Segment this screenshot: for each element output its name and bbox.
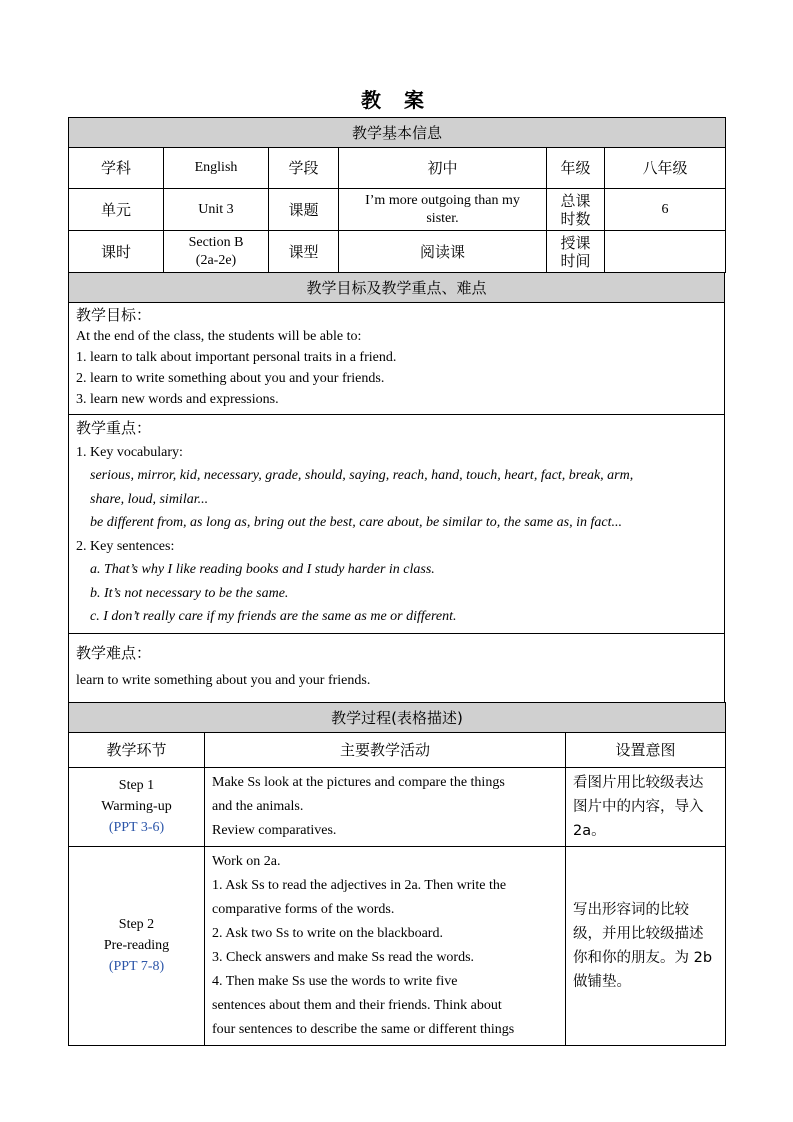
step-number: Step 1 [118,778,155,793]
intent-line: 级，并用比较级描述 [573,925,704,942]
vocabulary-line: serious, mirror, kid, necessary, grade, should, saying, reach, hand, touch, heart, fact, break, arm, [90,468,634,483]
objective-line: At the end of the class, the students will be able to: [76,329,362,344]
objectives-cell [69,303,725,415]
key-sentence: b. It’s not necessary to be the same. [90,585,289,601]
activity-line: Review comparatives. [212,822,337,838]
activity-line: Make Ss look at the pictures and compare the things [212,774,505,790]
table-row [69,767,726,846]
intent-line: 做铺垫。 [573,973,631,990]
intent-line: 写出形容词的比较 [573,901,689,918]
unit-value: Unit 3 [164,189,269,231]
key-points-cell [69,415,725,634]
process-table [68,702,726,1046]
col-step-header: 教学环节 [69,732,205,767]
lesson-plan-frame [68,117,725,1046]
vocabulary-line: share, loud, similar... [90,491,209,507]
process-header: 教学过程(表格描述) [69,702,726,732]
stage-value: 初中 [339,148,547,189]
total-hours-value: 6 [605,189,726,231]
step-cell [69,767,205,846]
activity-cell [205,767,566,846]
activity-line: Work on 2a. [212,853,281,869]
vocabulary-line: be different from, as long as, bring out the best, care about, be similar to, the same as, in fact... [90,515,622,530]
col-activity-header: 主要教学活动 [205,732,566,767]
total-hours-label-line1: 总课 [560,191,591,210]
topic-label: 课题 [269,189,339,231]
activity-cell [205,846,566,1045]
difficulty-text: learn to write something about you and your friends. [76,672,371,688]
col-intent-header: 设置意图 [566,732,726,767]
step-number: Step 2 [118,917,155,932]
period-label: 课时 [69,231,164,273]
basic-info-table [68,117,726,273]
activity-line: 3. Check answers and make Ss read the words. [212,949,475,965]
objective-line: 3. learn new words and expressions. [76,392,279,407]
intent-line: 看图片用比较级表达 [573,774,704,791]
activity-line: and the animals. [212,798,304,814]
intent-line: 你和你的朋友。为 2b [573,949,713,966]
teaching-time-label [547,231,605,273]
key-sentence: c. I don’t really care if my friends are the same as me or different. [90,609,457,624]
lesson-type-value: 阅读课 [339,231,547,273]
stage-label: 学段 [269,148,339,189]
grade-label: 年级 [547,148,605,189]
step-cell [69,846,205,1045]
difficulty-cell [69,633,725,702]
intent-cell [566,767,726,846]
activity-line: four sentences to describe the same or different things [212,1021,515,1037]
ppt-reference: (PPT 3-6) [108,820,165,835]
topic-value: I’m more outgoing than my sister. [339,189,547,231]
activity-line: comparative forms of the words. [212,901,395,917]
key-points-label: 教学重点： [76,419,152,437]
subject-label: 学科 [69,148,164,189]
lesson-type-label: 课型 [269,231,339,273]
vocabulary-label: 1. Key vocabulary: [76,444,183,460]
step-name: Pre-reading [103,938,170,953]
period-value-line2: (2a-2e) [195,252,237,268]
grade-value: 八年级 [605,148,726,189]
intent-cell [566,846,726,1045]
unit-label: 单元 [69,189,164,231]
objectives-label: 教学目标： [76,306,152,324]
total-hours-label [547,189,605,231]
basic-info-header: 教学基本信息 [69,118,726,148]
activity-line: 2. Ask two Ss to write on the blackboard. [212,925,443,941]
period-value-line1: Section B [188,234,244,250]
teaching-time-label-line1: 授课 [560,233,591,252]
activity-line: 4. Then make Ss use the words to write five [212,973,458,989]
step-name: Warming-up [101,799,172,814]
document-title: 教 案 [361,88,432,112]
key-sentence: a. That’s why I like reading books and I study harder in class. [90,562,435,577]
activity-line: sentences about them and their friends. Think about [212,997,502,1013]
objective-line: 1. learn to talk about important personal traits in a friend. [76,350,397,365]
difficulty-label: 教学难点： [76,643,152,662]
goals-table [68,272,725,703]
objective-line: 2. learn to write something about you and your friends. [76,371,385,386]
goals-header: 教学目标及教学重点、难点 [69,273,725,303]
activity-line: 1. Ask Ss to read the adjectives in 2a. Then write the [212,877,507,893]
teaching-time-value [605,231,726,273]
intent-line: 2a。 [573,822,606,839]
teaching-time-label-line2: 时间 [560,251,591,270]
period-value [164,231,269,273]
ppt-reference: (PPT 7-8) [108,959,165,974]
subject-value: English [164,148,269,189]
total-hours-label-line2: 时数 [560,209,591,228]
table-row [69,846,726,1045]
intent-line: 图片中的内容，导入 [573,798,704,815]
sentences-label: 2. Key sentences: [76,538,175,554]
